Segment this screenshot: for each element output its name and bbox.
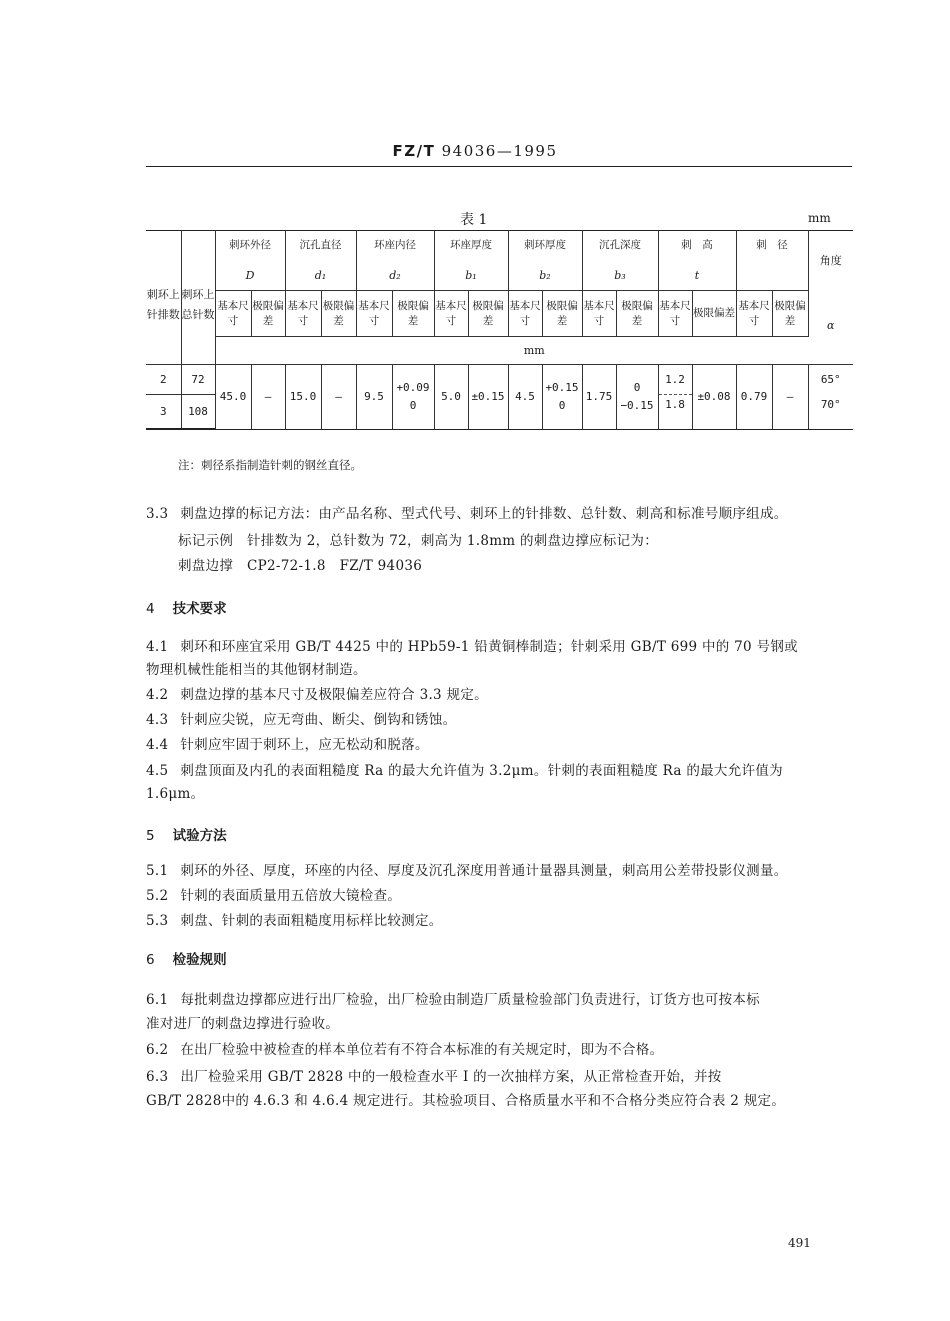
- header-angle: 角度: [808, 231, 853, 291]
- clause-6-1: [146, 989, 854, 1011]
- sub-basic: 基本尺寸: [736, 291, 772, 337]
- clause-text: 每批刺盘边撑都应进行出厂检验，出厂检验由制造厂质量检验部门负责进行，订货方也可按本标: [180, 992, 760, 1008]
- sub-limit: 极限偏差: [321, 291, 356, 337]
- unit-row: mm: [215, 337, 853, 365]
- header-group-t: 刺 高: [658, 231, 736, 261]
- row2-rows-count: 3: [146, 395, 181, 429]
- clause-text: 针刺应尖锐，应无弯曲、断尖、倒钩和锈蚀。: [180, 712, 457, 728]
- clause-4-1: [146, 636, 854, 658]
- b2-limit-upper: +0.15: [545, 380, 579, 394]
- angle-symbol: α: [808, 291, 853, 337]
- clause-text: 刺环的外径、厚度，环座的内径、厚度及沉孔深度用普通计量器具测量，刺高用公差带投影仪测量。: [180, 863, 788, 879]
- standard-code: 94036—1995: [441, 142, 558, 160]
- clause-6-2: [146, 1039, 854, 1061]
- symbol-d2: d₂: [356, 261, 434, 291]
- symbol-dia: [736, 261, 808, 291]
- symbol-b3: b₃: [582, 261, 658, 291]
- row1-angle: 65°: [808, 365, 853, 395]
- clause-6-1-cont: 准对进厂的刺盘边撑进行验收。: [146, 1016, 340, 1032]
- row2-t-basic: 1.8: [658, 395, 692, 429]
- clause-5-1: [146, 860, 854, 882]
- header-total-needles: 刺环上总针数: [181, 231, 215, 337]
- clause-4-3: [146, 709, 854, 731]
- clause-number: 4.4: [146, 737, 169, 753]
- sub-limit: 极限偏差: [542, 291, 582, 337]
- table-unit: mm: [808, 211, 831, 225]
- b2-limit: [542, 365, 582, 429]
- header-group-d1: 沉孔直径: [285, 231, 356, 261]
- table-note: 注：刺径系指制造针刺的钢丝直径。: [178, 458, 362, 472]
- d1-limit: —: [321, 365, 356, 429]
- clause-text: 刺盘边撑的标记方法：由产品名称、型式代号、刺环上的针排数、总针数、刺高和标准号顺序组成。: [180, 506, 788, 522]
- clause-number: 4.5: [146, 763, 169, 779]
- symbol-t: t: [658, 261, 736, 291]
- section-6-heading: 6 检验规则: [146, 952, 227, 968]
- clause-6-3: [146, 1066, 854, 1088]
- clause-4-2: [146, 684, 854, 706]
- sub-basic: 基本尺寸: [434, 291, 468, 337]
- b1-limit: ±0.15: [468, 365, 508, 429]
- t-limit: ±0.08: [692, 365, 736, 429]
- marking-code: 刺盘边撑 CP2-72-1.8 FZ/T 94036: [178, 558, 423, 574]
- clause-text: 在出厂检验中被检查的样本单位若有不符合本标准的有关规定时，即为不合格。: [180, 1042, 664, 1058]
- symbol-d1: d₁: [285, 261, 356, 291]
- table-bottom-rule: [146, 429, 853, 430]
- header-group-dia: 刺 径: [736, 231, 808, 261]
- header-group-D: 刺环外径: [215, 231, 285, 261]
- sub-basic: 基本尺寸: [508, 291, 542, 337]
- standard-number-header: [0, 142, 950, 160]
- sub-basic: 基本尺寸: [658, 291, 692, 337]
- section-4-heading: 4 技术要求: [146, 601, 227, 617]
- clause-4-1-cont: 物理机械性能相当的其他钢材制造。: [146, 662, 367, 678]
- clause-number: 6.2: [146, 1042, 169, 1058]
- clause-number: 4.2: [146, 687, 169, 703]
- clause-number: 5.3: [146, 913, 169, 929]
- b2-limit-lower: 0: [558, 398, 566, 412]
- marking-example: 标记示例 针排数为 2，总针数为 72，刺高为 1.8mm 的刺盘边撑应标记为：: [178, 533, 659, 549]
- header-group-d2: 环座内径: [356, 231, 434, 261]
- sub-basic: 基本尺寸: [356, 291, 392, 337]
- dimension-table: [146, 230, 853, 430]
- d2-limit-lower: 0: [409, 398, 417, 412]
- standard-prefix: FZ/T: [392, 142, 436, 160]
- blank-cell: [181, 337, 215, 365]
- row1-t-basic: 1.2: [658, 365, 692, 395]
- header-group-b2: 刺环厚度: [508, 231, 582, 261]
- b3-limit: [616, 365, 658, 429]
- clause-number: 4.3: [146, 712, 169, 728]
- clause-5-2: [146, 885, 854, 907]
- clause-number: 3.3: [146, 506, 169, 522]
- sub-limit: 极限偏差: [772, 291, 808, 337]
- d2-limit-upper: +0.09: [396, 380, 430, 394]
- d2-limit: [392, 365, 434, 429]
- clause-number: 4.1: [146, 639, 169, 655]
- clause-text: 针刺应牢固于刺环上，应无松动和脱落。: [180, 737, 429, 753]
- clause-5-3: [146, 910, 854, 932]
- sub-basic: 基本尺寸: [215, 291, 251, 337]
- row1-rows-count: 2: [146, 365, 181, 395]
- b1-basic: 5.0: [434, 365, 468, 429]
- symbol-b2: b₂: [508, 261, 582, 291]
- clause-text: 刺盘、针刺的表面粗糙度用标样比较测定。: [180, 913, 443, 929]
- d2-basic: 9.5: [356, 365, 392, 429]
- sub-limit: 极限偏差: [692, 291, 736, 337]
- sub-basic: 基本尺寸: [285, 291, 321, 337]
- clause-text: 刺环和环座宜采用 GB/T 4425 中的 HPb59-1 铅黄铜棒制造；针刺采用 GB/T 699 中的 70 号钢或: [180, 639, 798, 655]
- clause-number: 5.2: [146, 888, 169, 904]
- row1-total: 72: [181, 365, 215, 395]
- D-basic: 45.0: [215, 365, 251, 429]
- b3-basic: 1.75: [582, 365, 616, 429]
- clause-text: 出厂检验采用 GB/T 2828 中的一般检查水平 I 的一次抽样方案，从正常检查开始，并按: [180, 1069, 722, 1085]
- clause-number: 5.1: [146, 863, 169, 879]
- clause-4-4: [146, 734, 854, 756]
- blank-cell: [146, 337, 181, 365]
- sub-limit: 极限偏差: [392, 291, 434, 337]
- clause-4-5-cont: 1.6μm。: [146, 786, 205, 802]
- header-divider: [146, 166, 852, 167]
- d1-basic: 15.0: [285, 365, 321, 429]
- dia-limit: —: [772, 365, 808, 429]
- header-group-b3: 沉孔深度: [582, 231, 658, 261]
- header-group-b1: 环座厚度: [434, 231, 508, 261]
- sub-limit: 极限偏差: [468, 291, 508, 337]
- clause-4-5: [146, 760, 854, 782]
- clause-number: 6.3: [146, 1069, 169, 1085]
- header-rows-count: 刺环上针排数: [146, 231, 181, 337]
- clause-text: 针刺的表面质量用五倍放大镜检查。: [180, 888, 402, 904]
- D-limit: —: [251, 365, 285, 429]
- sub-limit: 极限偏差: [251, 291, 285, 337]
- b3-limit-lower: −0.15: [620, 398, 654, 412]
- b2-basic: 4.5: [508, 365, 542, 429]
- sub-basic: 基本尺寸: [582, 291, 616, 337]
- clause-6-3-cont: GB/T 2828中的 4.6.3 和 4.6.4 规定进行。其检验项目、合格质量水平和不合格分类应符合表 2 规定。: [146, 1093, 786, 1109]
- page-number: 491: [788, 1236, 811, 1250]
- symbol-D: D: [215, 261, 285, 291]
- table-caption: 表 1: [460, 212, 488, 228]
- b3-limit-upper: 0: [633, 380, 641, 394]
- clause-number: 6.1: [146, 992, 169, 1008]
- clause-3-3: [146, 503, 854, 525]
- sub-limit: 极限偏差: [616, 291, 658, 337]
- clause-text: 刺盘顶面及内孔的表面粗糙度 Ra 的最大允许值为 3.2μm。针刺的表面粗糙度 Ra 的最大允许值为: [180, 763, 783, 779]
- row2-angle: 70°: [808, 395, 853, 429]
- section-5-heading: 5 试验方法: [146, 828, 227, 844]
- row2-total: 108: [181, 395, 215, 429]
- dia-basic: 0.79: [736, 365, 772, 429]
- symbol-b1: b₁: [434, 261, 508, 291]
- clause-text: 刺盘边撑的基本尺寸及极限偏差应符合 3.3 规定。: [180, 687, 488, 703]
